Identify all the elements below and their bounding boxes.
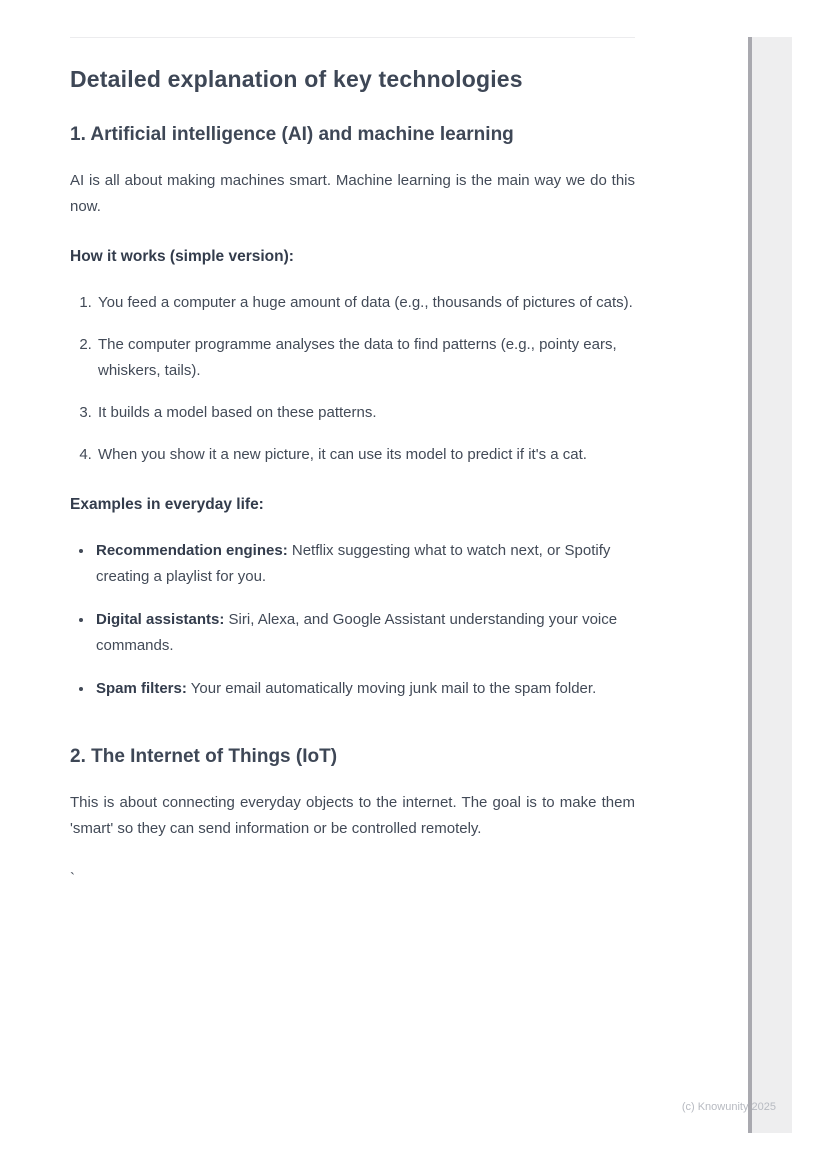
next-page-edge[interactable] bbox=[748, 37, 792, 1133]
stray-backtick: ` bbox=[70, 870, 75, 887]
section-1-intro: AI is all about making machines smart. Machine learning is the main way we do this now. bbox=[70, 172, 635, 215]
example-description: Your email automatically moving junk mail to the spam folder. bbox=[186, 680, 597, 697]
document-content bbox=[70, 37, 635, 892]
how-it-works-list bbox=[70, 290, 635, 468]
example-term: Spam filters: bbox=[96, 680, 187, 697]
examples-label: Examples in everyday life: bbox=[70, 496, 264, 513]
list-item bbox=[94, 538, 635, 590]
list-item: 1. You feed a computer a huge amount of data (e.g., thousands of pictures of cats). bbox=[96, 290, 635, 316]
examples-list bbox=[70, 538, 635, 702]
example-description: Netflix suggesting what to watch next, or Spotify creating a playlist for you. bbox=[96, 542, 611, 585]
list-item bbox=[94, 676, 635, 702]
page-title: Detailed explanation of key technologies bbox=[70, 66, 523, 92]
section-1-heading: 1. Artificial intelligence (AI) and machine learning bbox=[70, 124, 514, 145]
how-it-works-label: How it works (simple version): bbox=[70, 248, 294, 265]
top-divider bbox=[70, 37, 635, 38]
section-2-heading: 2. The Internet of Things (IoT) bbox=[70, 746, 338, 767]
example-term: Recommendation engines: bbox=[96, 542, 288, 559]
list-item bbox=[94, 607, 635, 659]
list-item: 3. It builds a model based on these patterns. bbox=[96, 400, 635, 426]
list-item: 2. The computer programme analyses the data to find patterns (e.g., pointy ears, whiskers, tails). bbox=[96, 332, 635, 384]
example-term: Digital assistants: bbox=[96, 611, 225, 628]
list-item: 4. When you show it a new picture, it can use its model to predict if it's a cat. bbox=[96, 442, 635, 468]
footer-credit: (c) Knowunity 2025 bbox=[681, 1101, 776, 1113]
section-2-intro: This is about connecting everyday objects to the internet. The goal is to make them 'smart' so they can send information or be controlled remotely. bbox=[70, 794, 635, 837]
example-description: Siri, Alexa, and Google Assistant understanding your voice commands. bbox=[96, 611, 618, 654]
